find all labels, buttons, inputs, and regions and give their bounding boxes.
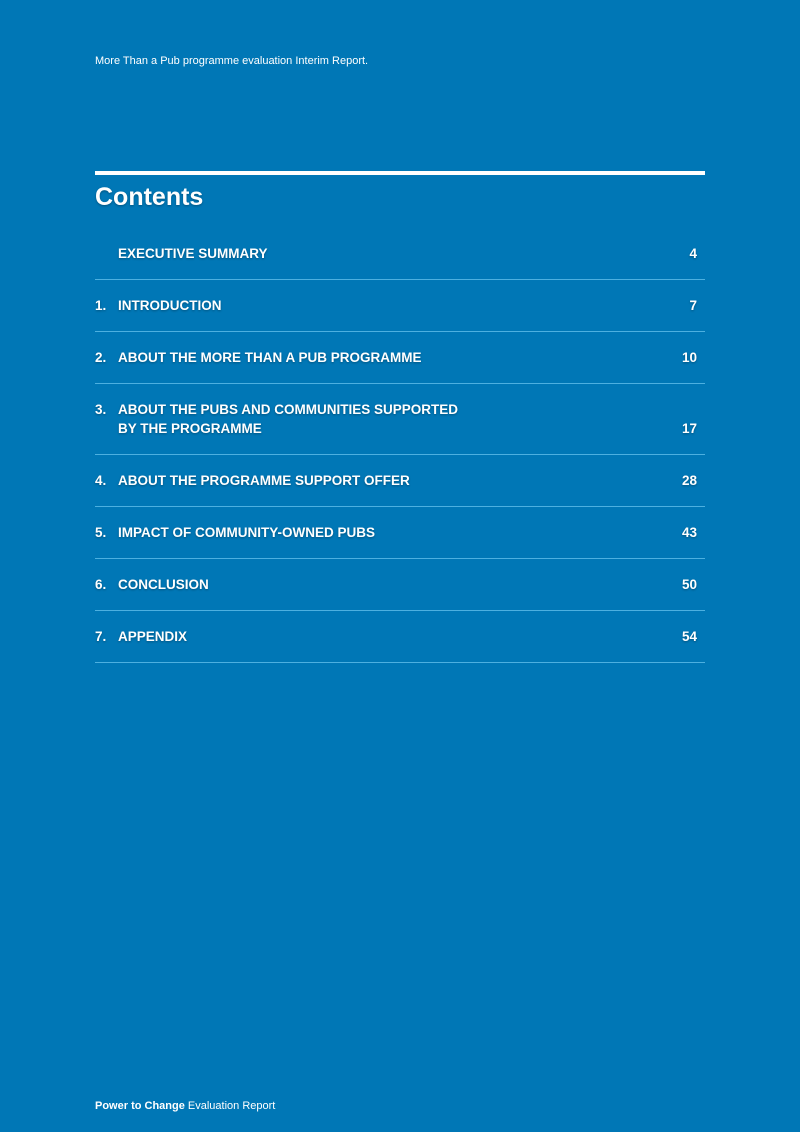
toc-entry-label: CONCLUSION bbox=[118, 577, 209, 592]
toc-entry-page: 28 bbox=[681, 473, 697, 488]
toc-entry-support-offer[interactable] bbox=[95, 455, 705, 507]
toc-entry-label: INTRODUCTION bbox=[118, 298, 222, 313]
page-footer bbox=[95, 1100, 275, 1112]
footer-brand: Power to Change bbox=[95, 1100, 185, 1112]
footer-text: Evaluation Report bbox=[187, 1100, 276, 1112]
toc-entry-introduction[interactable] bbox=[95, 280, 705, 332]
toc-entry-number: 5. bbox=[95, 525, 107, 540]
title-divider bbox=[95, 171, 705, 175]
toc-entry-impact[interactable] bbox=[95, 507, 705, 559]
toc-entry-number: 7. bbox=[95, 629, 107, 644]
toc-entry-appendix[interactable] bbox=[95, 611, 705, 663]
toc-entry-page: 17 bbox=[681, 421, 697, 436]
toc-entry-label: ABOUT THE MORE THAN A PUB PROGRAMME bbox=[118, 350, 422, 365]
toc-entry-number: 1. bbox=[95, 298, 107, 313]
toc-entry-label: IMPACT OF COMMUNITY-OWNED PUBS bbox=[118, 525, 375, 540]
toc-entry-label: ABOUT THE PUBS AND COMMUNITIES SUPPORTED BY THE PROGRAMME bbox=[118, 402, 459, 436]
report-header-note: More Than a Pub programme evaluation Interim Report. bbox=[95, 55, 369, 67]
toc-entry-about-programme[interactable] bbox=[95, 332, 705, 384]
toc-entry-page: 4 bbox=[689, 246, 697, 261]
table-of-contents bbox=[95, 228, 705, 663]
toc-entry-executive-summary[interactable] bbox=[95, 228, 705, 280]
toc-entry-pubs-and-communities[interactable] bbox=[95, 384, 705, 455]
toc-entry-label: ABOUT THE PROGRAMME SUPPORT OFFER bbox=[118, 473, 410, 488]
toc-entry-label: EXECUTIVE SUMMARY bbox=[118, 246, 268, 261]
toc-entry-page: 50 bbox=[681, 577, 697, 592]
toc-entry-number: 2. bbox=[95, 350, 107, 365]
toc-entry-page: 54 bbox=[681, 629, 697, 644]
toc-entry-number: 6. bbox=[95, 577, 107, 592]
toc-entry-page: 10 bbox=[681, 350, 697, 365]
toc-entry-conclusion[interactable] bbox=[95, 559, 705, 611]
toc-entry-label: APPENDIX bbox=[118, 629, 188, 644]
toc-entry-number: 4. bbox=[95, 473, 107, 488]
toc-entry-page: 7 bbox=[689, 298, 697, 313]
toc-entry-page: 43 bbox=[681, 525, 697, 540]
page-title: Contents bbox=[95, 183, 204, 211]
toc-entry-number: 3. bbox=[95, 402, 107, 417]
